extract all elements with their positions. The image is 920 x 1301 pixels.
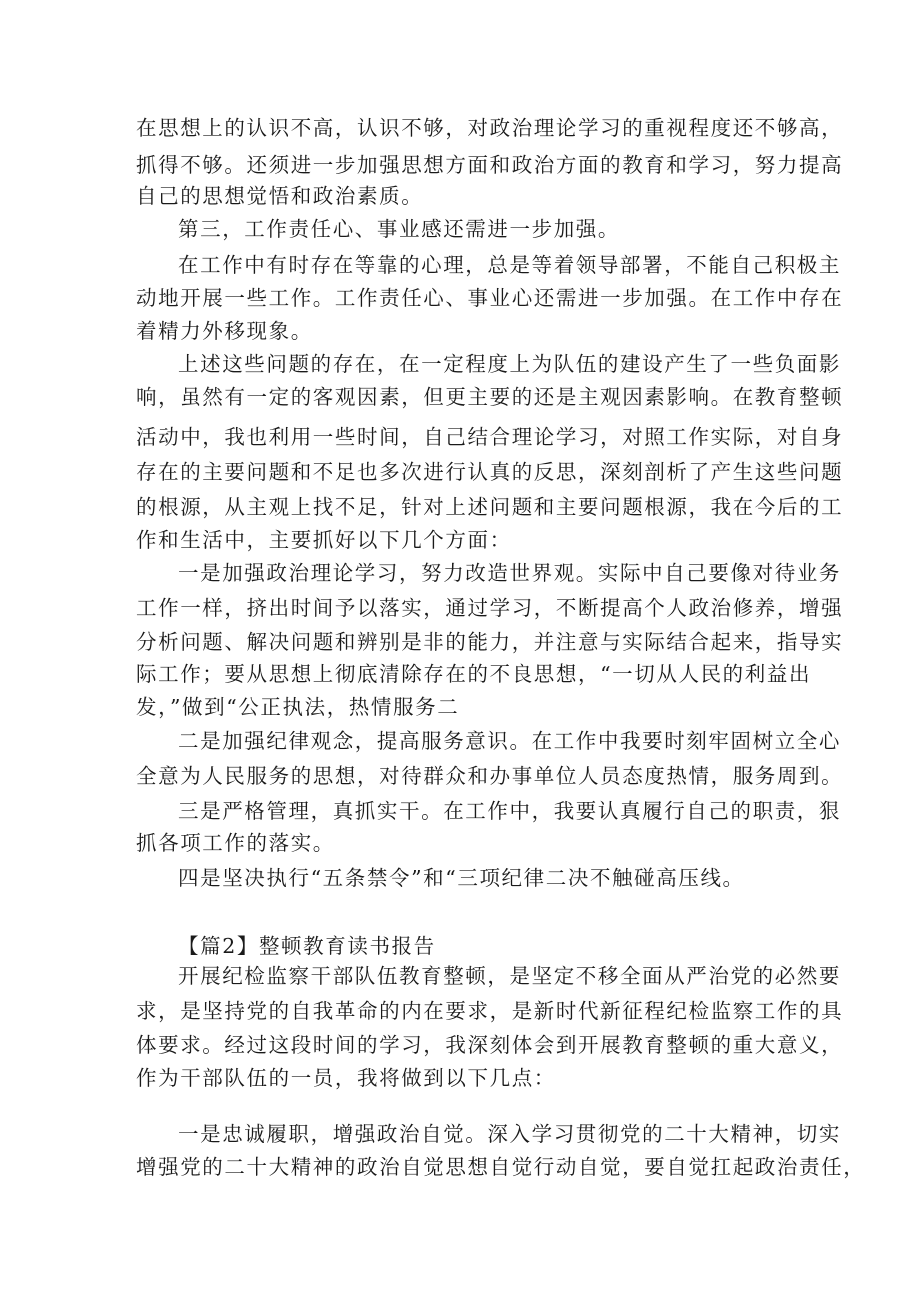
text-line: 一是加强政治理论学习，努力改造世界观。实际中自己要像对待业务 [178,561,841,585]
text-line: 着精力外移现象。 [136,319,313,343]
text-line: 的根源，从主观上找不足，针对上述问题和主要问题根源，我在今后的工 [136,495,844,519]
text-line: 际工作；要从思想上彻底清除存在的不良思想，“一切从人民的利益出 [136,662,812,686]
text-line: 四是坚决执行“五条禁令”和“三项纪律二决不触碰高压线。 [178,866,745,890]
text-line: 抓得不够。还须进一步加强思想方面和政治方面的教育和学习，努力提高 [136,153,844,177]
text-line: 三是严格管理，真抓实干。在工作中，我要认真履行自己的职责，狠 [178,799,841,823]
text-line: 求，是坚持党的自我革命的内在要求，是新时代新征程纪检监察工作的具 [136,999,844,1023]
text-line: 作和生活中，主要抓好以下几个方面： [136,528,512,552]
text-line: 抓各项工作的落实。 [136,831,335,855]
text-line: 分析问题、解决问题和辨别是非的能力，并注意与实际结合起来，指导实 [136,630,844,654]
text-line: 发，”做到“公正执法，热情服务二 [136,695,460,719]
text-line: 体要求。经过这段时间的学习，我深刻体会到开展教育整顿的重大意义， [136,1033,844,1057]
text-line: 响，虽然有一定的客观因素，但更主要的还是主观因素影响。在教育整顿 [136,385,844,409]
text-line: 二是加强纪律观念，提高服务意识。在工作中我要时刻牢固树立全心 [178,729,841,753]
section-heading: 【篇2】整顿教育读书报告 [178,934,436,958]
text-line: 在工作中有时存在等靠的心理，总是等着领导部署，不能自己积极主 [178,253,841,277]
text-line: 动地开展一些工作。工作责任心、事业心还需进一步加强。在工作中存在 [136,286,844,310]
text-line: 自己的思想觉悟和政治素质。 [136,184,424,208]
text-line: 全意为人民服务的思想，对待群众和办事单位人员态度热情，服务周到。 [136,764,844,788]
text-line: 一是忠诚履职，增强政治自觉。深入学习贯彻党的二十大精神，切实 [178,1122,841,1146]
text-line: 存在的主要问题和不足也多次进行认真的反思，深刻剖析了产生这些问题 [136,460,844,484]
text-line: 活动中，我也利用一些时间，自己结合理论学习，对照工作实际，对自身 [136,425,844,449]
text-line: 第三，工作责任心、事业感还需进一步加强。 [178,217,620,241]
text-line: 增强党的二十大精神的政治自觉思想自觉行动自觉，要自觉扛起政治责任， [136,1155,866,1179]
text-line: 作为干部队伍的一员，我将做到以下几点： [136,1066,556,1090]
text-line: 在思想上的认识不高，认识不够，对政治理论学习的重视程度还不够高， [136,116,844,140]
text-line: 工作一样，挤出时间予以落实，通过学习，不断提高个人政治修养，增强 [136,596,844,620]
text-line: 上述这些问题的存在，在一定程度上为队伍的建设产生了一些负面影 [178,352,841,376]
text-line: 开展纪检监察干部队伍教育整顿，是坚定不移全面从严治党的必然要 [178,964,841,988]
